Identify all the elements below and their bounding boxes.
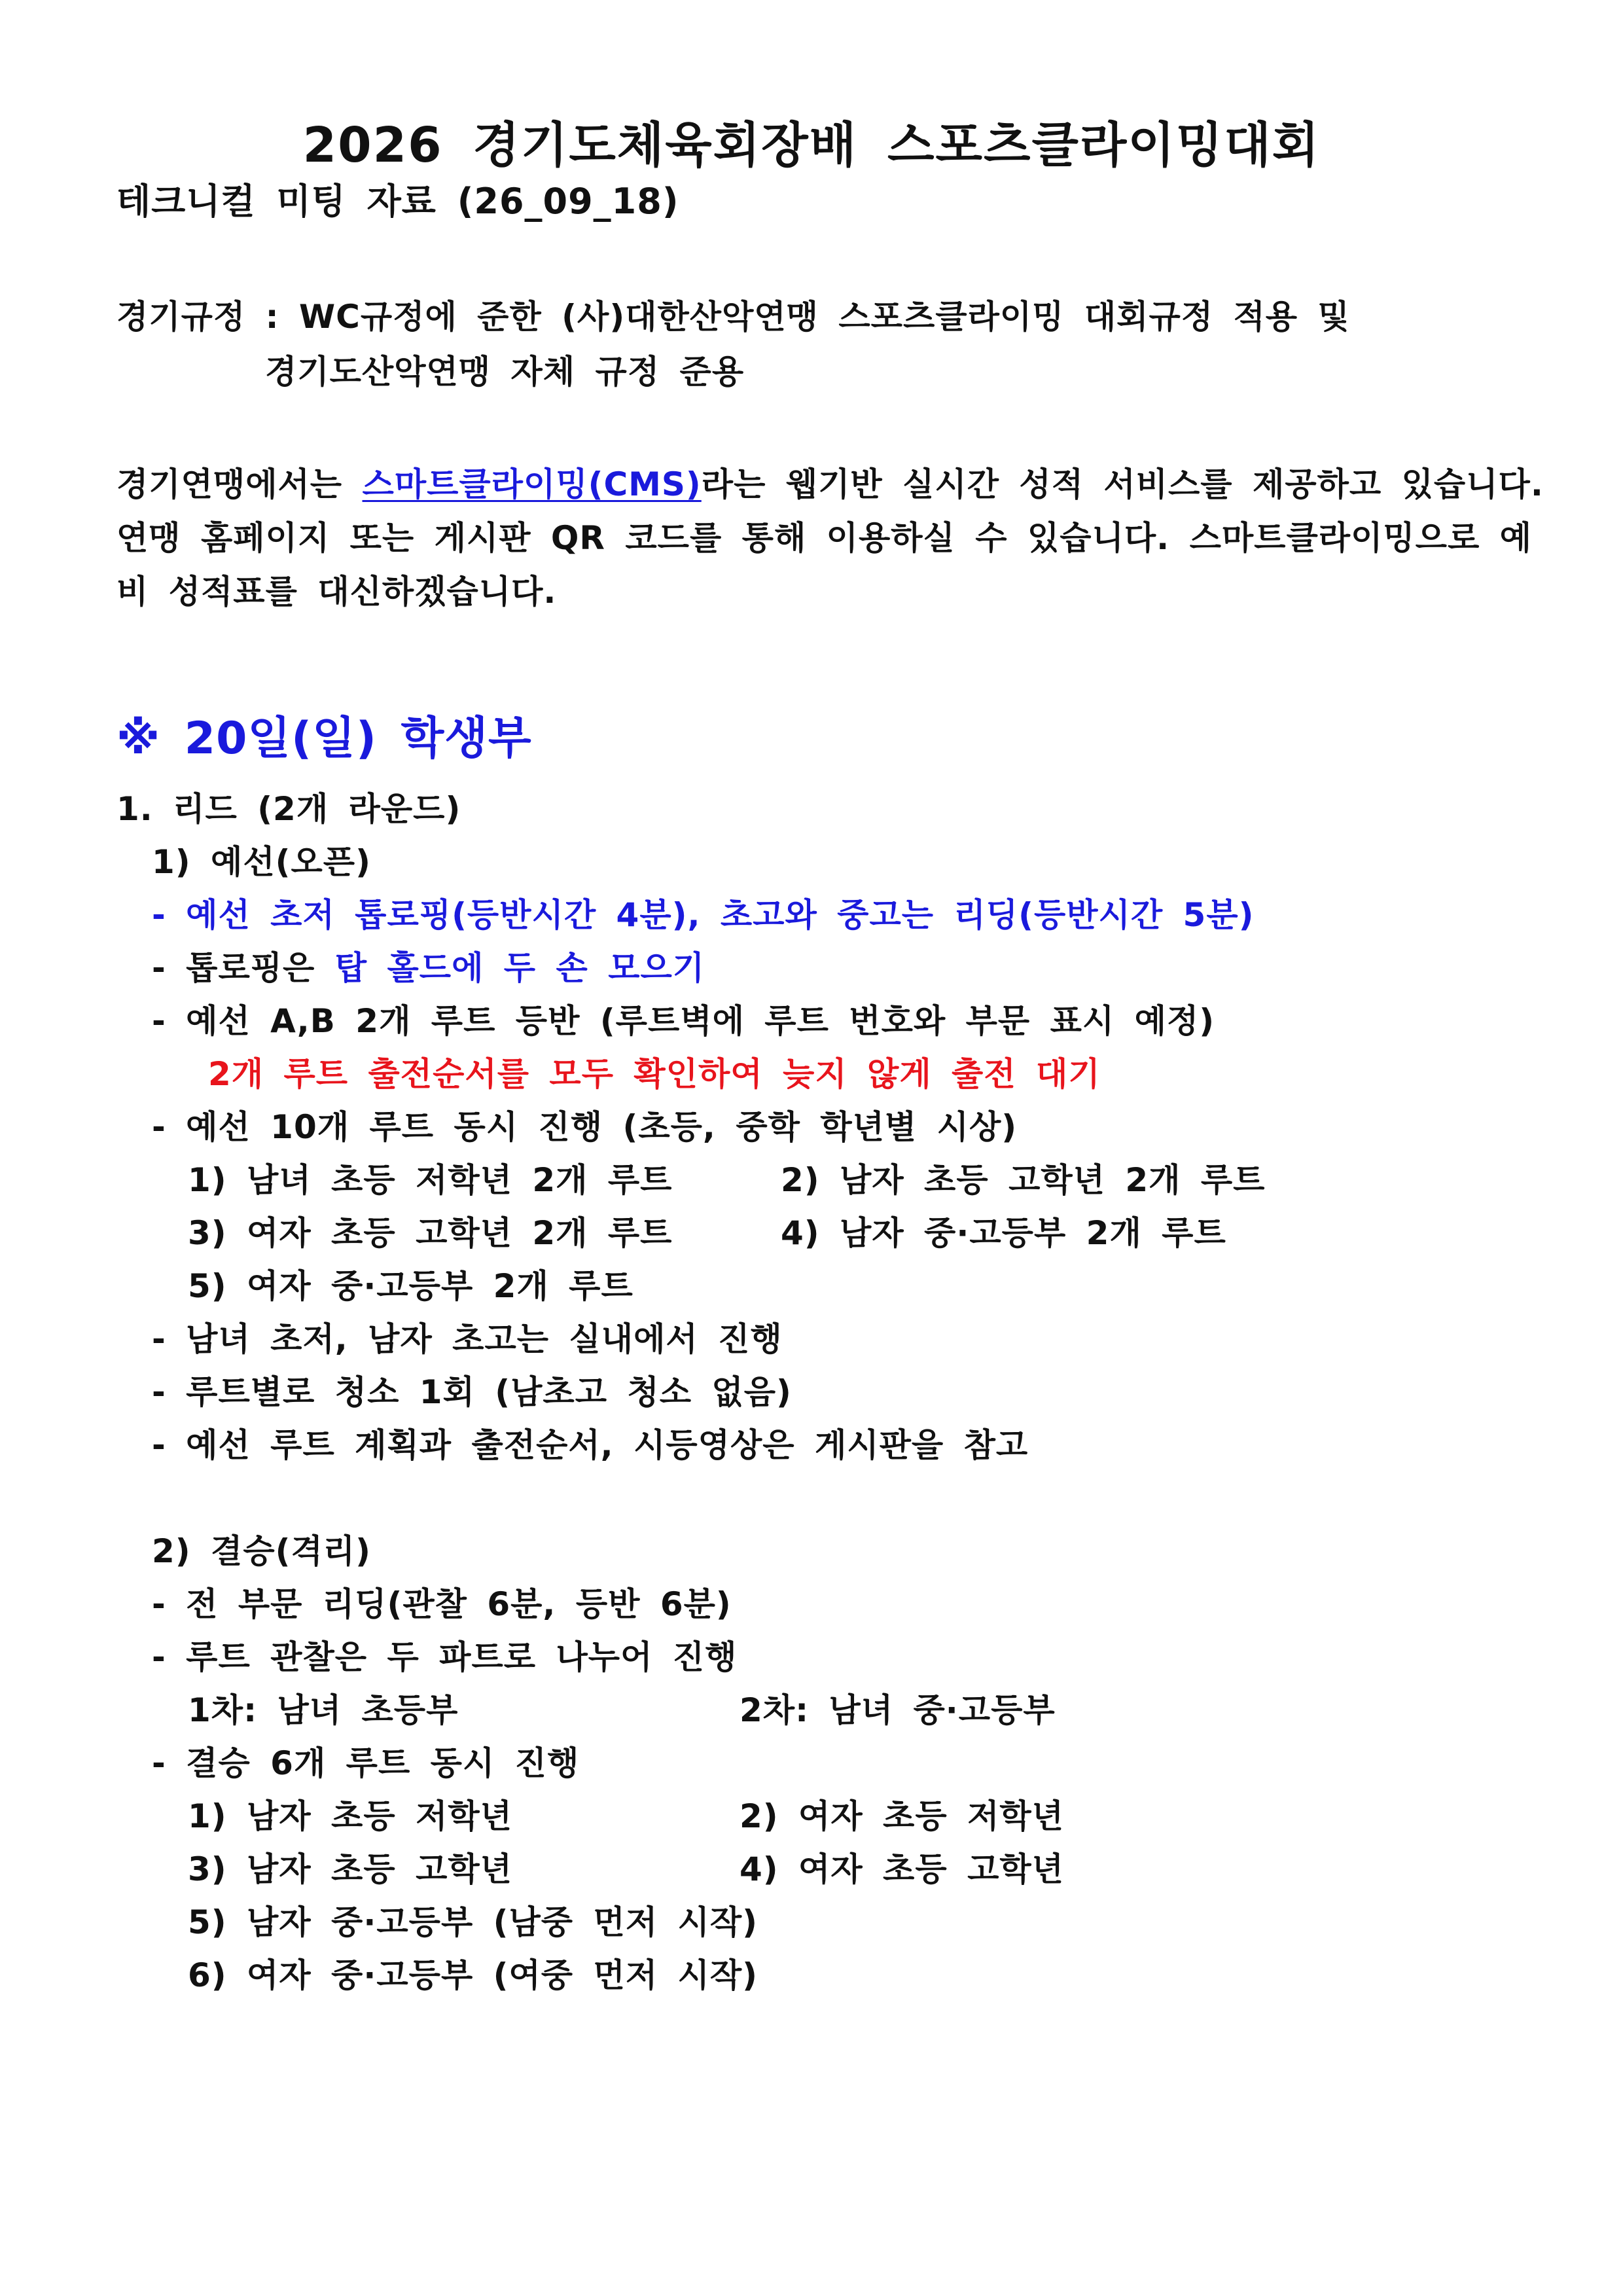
rules-line-2: 경기도산악연맹 자체 규정 준용 — [265, 353, 745, 391]
page-title: 2026 경기도체육회장배 스포츠클라이밍대회 — [302, 117, 1321, 173]
prelim-bullet-1: - 예선 초저 톱로핑(등반시간 4분), 초고와 중고는 리딩(등반시간 5분) — [152, 896, 1255, 934]
final-route-1: 1) 남자 초등 저학년 — [188, 1797, 512, 1835]
final-route-4: 4) 여자 초등 고학년 — [740, 1850, 1064, 1888]
prelim-bullet-2-highlight: 탑 홀드에 두 손 모으기 — [334, 949, 705, 987]
prelim-route-4: 4) 남자 중·고등부 2개 루트 — [781, 1214, 1226, 1252]
final-route-5: 5) 남자 중·고등부 (남중 먼저 시작) — [188, 1903, 758, 1941]
final-heading: 2) 결승(격리) — [152, 1532, 371, 1570]
intro-text-after: 라는 웹기반 실시간 성적 서비스를 제공하고 있습니다. — [701, 465, 1544, 503]
intro-line-3: 비 성적표를 대신하겠습니다. — [116, 573, 557, 611]
prelim-bullet-4: - 예선 10개 루트 동시 진행 (초등, 중학 학년별 시상) — [152, 1108, 1018, 1146]
prelim-route-3: 3) 여자 초등 고학년 2개 루트 — [188, 1214, 673, 1252]
section-heading: ※ 20일(일) 학생부 — [116, 713, 532, 764]
prelim-route-1: 1) 남녀 초등 저학년 2개 루트 — [188, 1161, 673, 1199]
prelim-heading: 1) 예선(오픈) — [152, 843, 371, 881]
smart-climbing-link[interactable]: 스마트클라이밍(CMS) — [362, 465, 702, 503]
final-bullet-2: - 루트 관찰은 두 파트로 나누어 진행 — [152, 1638, 738, 1676]
page-subtitle: 테크니컬 미팅 자료 (26_09_18) — [116, 181, 679, 222]
lead-heading: 1. 리드 (2개 라운드) — [116, 790, 461, 828]
prelim-bullet-6: - 루트별로 청소 1회 (남초고 청소 없음) — [152, 1373, 792, 1411]
final-observation-1: 1차: 남녀 초등부 — [188, 1691, 459, 1729]
prelim-bullet-3: - 예선 A,B 2개 루트 등반 (루트벽에 루트 번호와 부문 표시 예정) — [152, 1002, 1215, 1040]
rules-line-1: 경기규정 : WC규정에 준한 (사)대한산악연맹 스포츠클라이밍 대회규정 적용 및 — [116, 298, 1350, 336]
prelim-route-5: 5) 여자 중·고등부 2개 루트 — [188, 1267, 633, 1305]
prelim-bullet-7: - 예선 루트 계획과 출전순서, 시등영상은 게시판을 참고 — [152, 1426, 1029, 1464]
intro-line-2: 연맹 홈페이지 또는 게시판 QR 코드를 통해 이용하실 수 있습니다. 스마트클라이밍으로 예 — [116, 519, 1532, 557]
prelim-route-2: 2) 남자 초등 고학년 2개 루트 — [781, 1161, 1266, 1199]
prelim-bullet-2-prefix: - 톱로핑은 — [152, 949, 335, 987]
final-bullet-1: - 전 부문 리딩(관찰 6분, 등반 6분) — [152, 1585, 732, 1623]
intro-line-1 — [116, 463, 1544, 505]
final-observation-2: 2차: 남녀 중·고등부 — [740, 1691, 1056, 1729]
final-bullet-3: - 결승 6개 루트 동시 진행 — [152, 1744, 580, 1782]
final-route-6: 6) 여자 중·고등부 (여중 먼저 시작) — [188, 1956, 758, 1994]
prelim-warning: 2개 루트 출전순서를 모두 확인하여 늦지 않게 출전 대기 — [208, 1055, 1101, 1093]
final-route-2: 2) 여자 초등 저학년 — [740, 1797, 1064, 1835]
final-route-3: 3) 남자 초등 고학년 — [188, 1850, 512, 1888]
prelim-bullet-5: - 남녀 초저, 남자 초고는 실내에서 진행 — [152, 1320, 783, 1358]
intro-text-before: 경기연맹에서는 — [116, 465, 363, 503]
prelim-bullet-2 — [152, 947, 705, 989]
